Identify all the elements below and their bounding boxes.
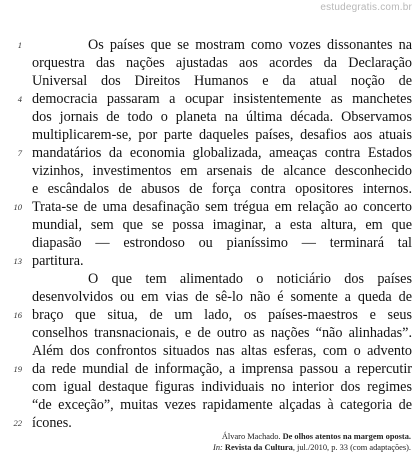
- site-watermark: estudegratis.com.br: [320, 2, 412, 13]
- passage-line: vizinhos, investimentos em arsenais de alcance desconhecido: [32, 163, 412, 179]
- passage-line: desenvolvidos ou em vias de sê-lo não é somente a queda de: [32, 289, 412, 305]
- source-citation-line-1: [91, 431, 411, 442]
- line-number-1: 1: [17, 40, 22, 50]
- passage-line: multiplicarem-se, por parte daqueles países, desafios aos atuais: [32, 127, 412, 143]
- source-author: Álvaro Machado.: [221, 432, 281, 441]
- passage-line: ícones.: [32, 415, 72, 431]
- passage-line: partitura.: [32, 253, 84, 269]
- passage-line: dos jornais de todo o planeta na última década. Observamos: [32, 109, 412, 125]
- source-title: De olhos atentos na margem oposta.: [282, 432, 411, 441]
- line-number-19: 19: [13, 364, 22, 374]
- source-details: , jul./2010, p. 33 (com adaptações).: [292, 443, 411, 452]
- passage-line: O que tem alimentado o noticiário dos países: [88, 271, 412, 287]
- line-number-4: 4: [17, 94, 22, 104]
- line-number-7: 7: [17, 148, 22, 158]
- line-number-13: 13: [13, 256, 22, 266]
- passage-line: com igual destaque figuras individuais no interior dos regimes: [32, 379, 412, 395]
- passage-line: orquestra das nações ajustadas aos acordes da Declaração: [32, 55, 412, 71]
- passage-line: e escândalos de abusos de força contra opositores internos.: [32, 181, 412, 197]
- passage-line: mandatários da economia globalizada, ameaças contra Estados: [32, 145, 412, 161]
- passage-line: Trata-se de uma desafinação sem trégua em relação ao concerto: [32, 199, 412, 215]
- passage-line: braço que situa, de um lado, os países-maestros e seus: [32, 307, 412, 323]
- line-number-10: 10: [13, 202, 22, 212]
- source-citation-line-2: [91, 442, 411, 453]
- passage-line: da rede mundial de informação, a imprensa passou a repercutir: [32, 361, 412, 377]
- passage-line: mundial, sem que se possa imaginar, a esta altura, em que: [32, 217, 412, 233]
- passage-line: Universal dos Direitos Humanos e da atual noção de: [32, 73, 412, 89]
- source-publication: Revista da Cultura: [224, 443, 293, 452]
- passage-line: conselhos transnacionais, e de outro as nações “não alinhadas”.: [32, 325, 412, 341]
- passage-line: Além dos confrontos situados nas altas esferas, com o advento: [32, 343, 412, 359]
- passage-line: democracia passaram a ocupar insistentemente as manchetes: [32, 91, 412, 107]
- source-in-label: In:: [213, 443, 223, 452]
- passage-line: diapasão — estrondoso ou pianíssimo — terminará tal: [32, 235, 412, 251]
- passage-line: Os países que se mostram como vozes dissonantes na: [88, 37, 412, 53]
- line-number-16: 16: [13, 310, 22, 320]
- line-number-22: 22: [13, 418, 22, 428]
- passage-line: “de exceção”, muitas vezes rapidamente alçadas à categoria de: [32, 397, 412, 413]
